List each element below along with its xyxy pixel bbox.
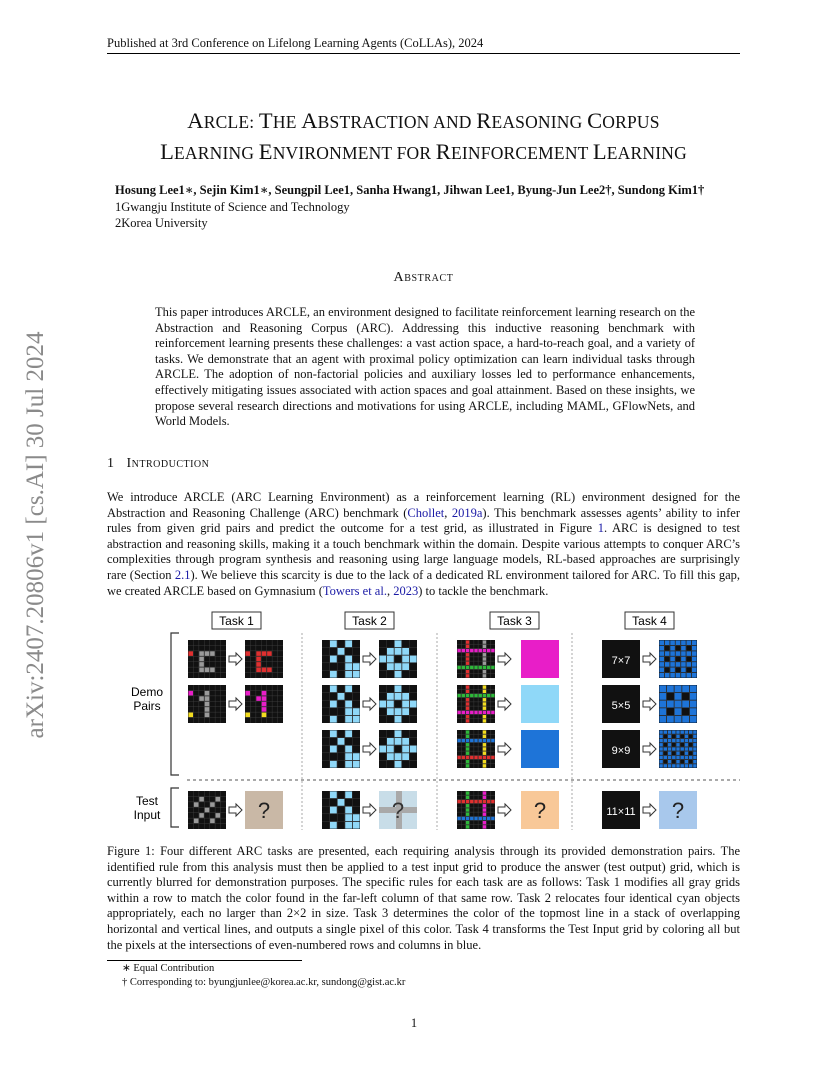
paper-title	[107, 106, 740, 168]
header-rule	[107, 53, 740, 54]
demo-bracket	[171, 633, 179, 775]
citation-link[interactable]: Towers et al.	[322, 583, 387, 598]
section-ref-link[interactable]: 2.1	[174, 567, 191, 582]
affiliation-1: 1Gwangju Institute of Science and Technology	[115, 200, 350, 214]
task1-demo1-input	[188, 640, 226, 678]
arrow-icon	[363, 698, 376, 710]
task3-demo3-input	[457, 730, 495, 768]
arrow-icon	[643, 653, 656, 665]
footnote-corresponding: † Corresponding to: byungjunlee@korea.ac.kr, sundong@gist.ac.kr	[122, 977, 406, 988]
question-mark: ?	[533, 798, 547, 823]
task-1-label: Task 1	[219, 614, 254, 628]
task-headers	[212, 612, 674, 629]
arrow-icon	[363, 804, 376, 816]
running-header: Published at 3rd Conference on Lifelong Learning Agents (CoLLAs), 2024	[107, 36, 484, 50]
arrow-icon	[643, 804, 656, 816]
task3-demo1-input	[457, 640, 495, 678]
question-mark: ?	[671, 798, 685, 823]
section-heading: 1 Introduction	[107, 456, 210, 471]
grid-size-label: 5×5	[611, 700, 631, 712]
task3-demo3-output	[521, 730, 559, 768]
grid-size-label: 11×11	[606, 806, 636, 818]
footnote-rule	[107, 960, 302, 961]
citation-year-link[interactable]: 2019a	[451, 505, 483, 520]
arrow-icon	[229, 698, 242, 710]
task-2-label: Task 2	[352, 614, 387, 628]
arrow-icon	[229, 804, 242, 816]
citation-year-link[interactable]: 2023	[393, 583, 419, 598]
arrow-icon	[498, 698, 511, 710]
abstract-text: This paper introduces ARCLE, an environment designed to facilitate reinforcement learning research on the Abstraction and Reasoning Corpus (ARC). Addressing this inductive reasoning benchmark with reinforcement learning presents these challenges: a vast action space, a hard-to-reach goal, and a variety of tasks. We demonstrate that an agent with proximal policy optimization can learn individual tasks through ARCLE. The adoption of non-factorial policies and auxiliary losses led to performance enhancements, effectively mitigating issues associated with action spaces and goal attainment. Based on these insights, we propose several research directions and motivations for using ARCLE, including MAML, GFlowNets, and World Models.	[155, 305, 695, 429]
arrow-icon	[498, 804, 511, 816]
figure-ref-link[interactable]: 1	[597, 521, 604, 536]
grid-size-label: 9×9	[611, 745, 631, 757]
task1-demo1-output	[245, 640, 283, 678]
arxiv-stamp	[6, 300, 66, 770]
question-mark: ?	[391, 798, 405, 823]
task-3-label: Task 3	[497, 614, 532, 628]
demo-label: Demo	[130, 685, 164, 699]
test-label: Input	[133, 808, 161, 822]
arrow-icon	[229, 653, 242, 665]
author-list: Hosung Lee1∗, Sejin Kim1∗, Seungpil Lee1, Sanha Hwang1, Jihwan Lee1, Byung-Jun Lee2†, Sundong Kim1†	[115, 183, 705, 197]
arrow-icon	[363, 743, 376, 755]
arrow-icon	[643, 698, 656, 710]
arrow-icon	[498, 653, 511, 665]
figure-arc-tasks	[107, 605, 740, 840]
title-line-1: ARCLE: THE ABSTRACTION AND REASONING CORPUS	[187, 108, 660, 133]
task-4-label: Task 4	[632, 614, 667, 628]
footnote-equal-contribution: ∗ Equal Contribution	[122, 963, 215, 974]
grid-size-label: 7×7	[611, 655, 631, 667]
page-number: 1	[410, 1016, 418, 1030]
abstract-heading: Abstract	[393, 270, 454, 285]
arxiv-id: arXiv:2407.20806v1 [cs.AI] 30 Jul 2024	[22, 331, 49, 739]
arrow-icon	[498, 743, 511, 755]
task3-demo2-output	[521, 685, 559, 723]
question-mark: ?	[257, 798, 271, 823]
title-line-2: LEARNING ENVIRONMENT FOR REINFORCEMENT LEARNING	[160, 139, 687, 164]
test-bracket	[171, 788, 179, 827]
arrow-icon	[363, 653, 376, 665]
test-label: Test	[135, 794, 159, 808]
citation-link[interactable]: Chollet	[407, 505, 445, 520]
affiliation-2: 2Korea University	[115, 216, 208, 230]
task3-test-input	[457, 791, 495, 829]
figure-caption: Figure 1: Four different ARC tasks are presented, each requiring analysis through its provided demonstration pairs. The identified rule from this analysis must then be applied to a test input grid to produce the answer (test output) grid, which is currently blurred for demonstration purposes. The specific rules for each task are as follows: Task 1 modifies all gray grids within a row to match the color found in the far-left column of that same row. Task 2 relocates four identical cyan objects appropriately, each no larger than 2×2 in size. Task 3 determines the color of the topmost line in a stack of overlapping horizontal and vertical lines, and outputs a single pixel of this color. Task 4 transforms the Test Input grid by coloring all but the pixels at the intersections of even-numbered rows and columns in blue.	[107, 844, 740, 952]
task3-demo2-input	[457, 685, 495, 723]
intro-paragraph: We introduce ARCLE (ARC Learning Environment) as a reinforcement learning (RL) environment designed for the Abstraction and Reasoning Challenge (ARC) benchmark (Chollet, 2019a). This benchmark assesses agents’ ability to infer rules from given grid pairs and predict the outcome for a test grid, as illustrated in Figure 1. ARC is designed to test abstraction and reasoning skills, making it a touch benchmark within the domain. Despite various attempts to conquer ARC’s complexities through program synthesis and reasoning using large language models, RL-based approaches are surprisingly rare (Section 2.1). We believe this scarcity is due to the lack of a dedicated RL environment tailored for ARC. To fill this gap, we created ARCLE based on Gymnasium (Towers et al., 2023) to tackle the benchmark.	[107, 490, 741, 598]
task3-demo1-output	[521, 640, 559, 678]
arrow-icon	[643, 743, 656, 755]
demo-label: Pairs	[133, 699, 161, 713]
